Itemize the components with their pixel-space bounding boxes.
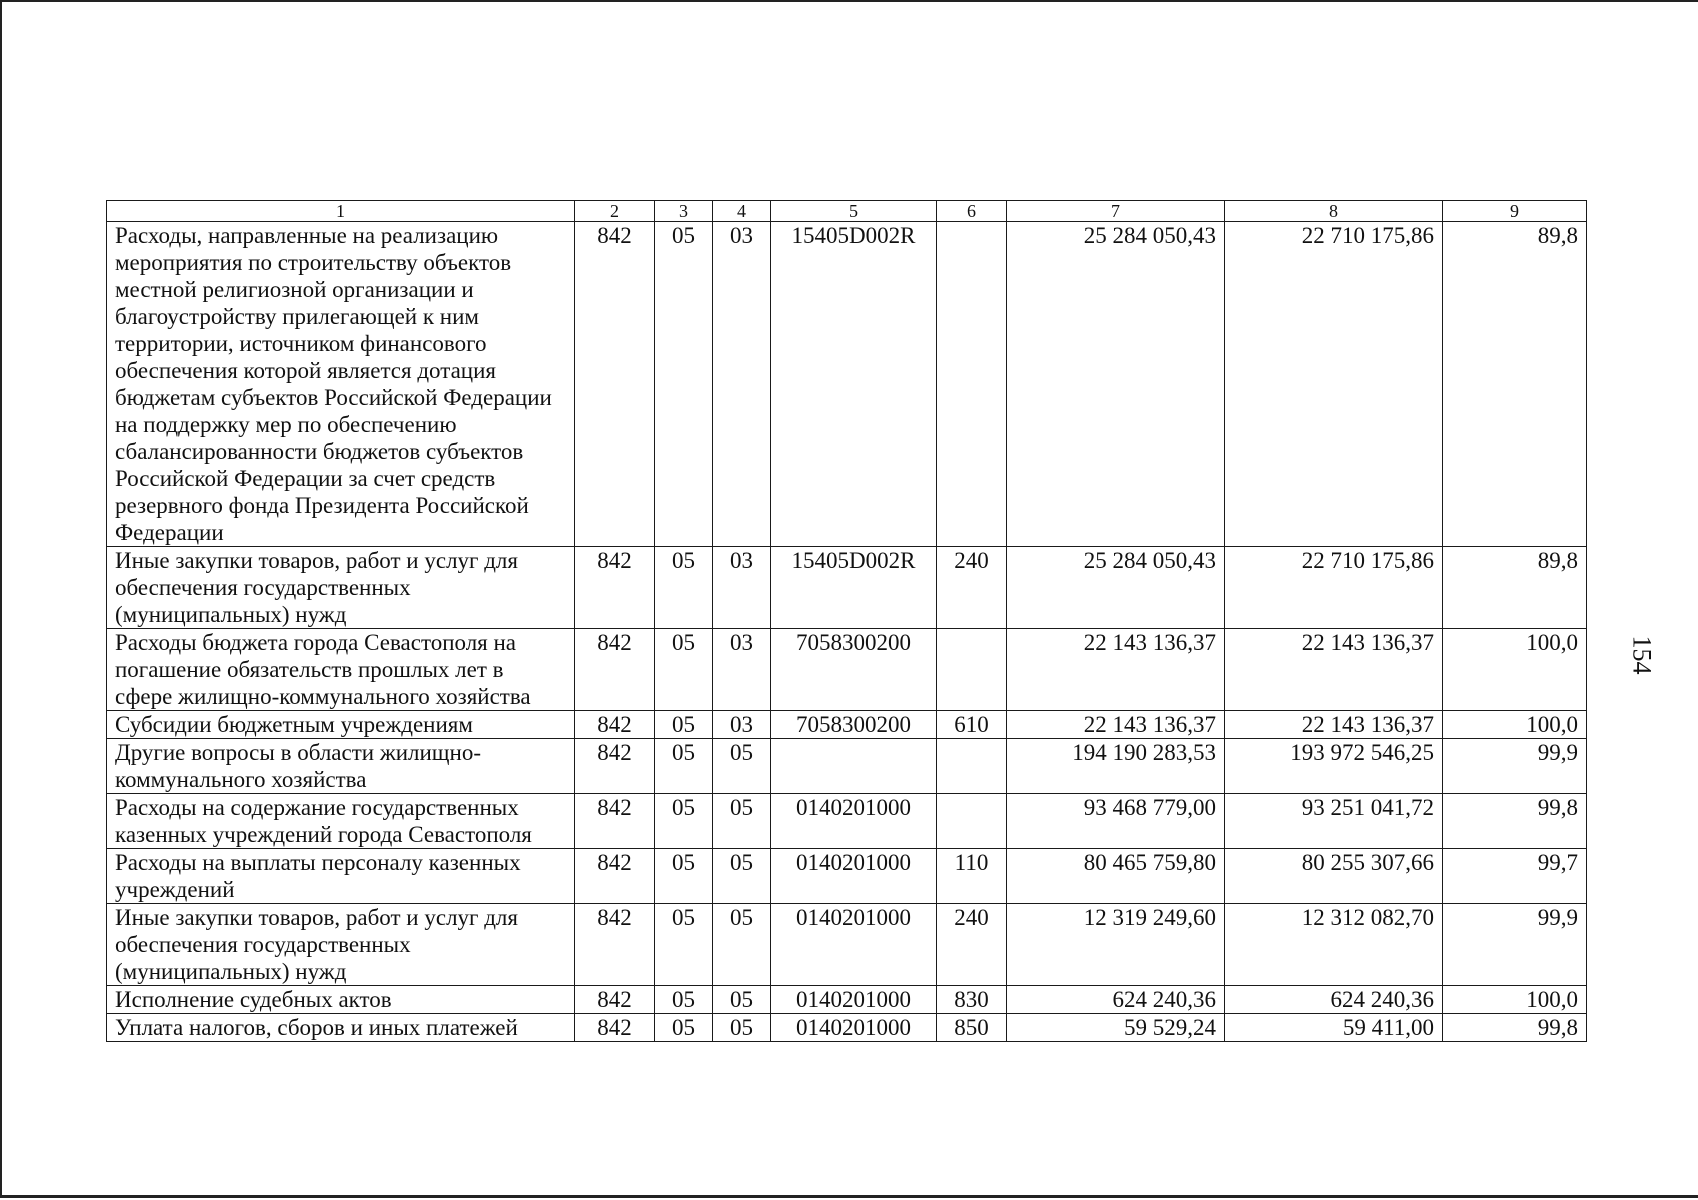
execution-percent: 100,0 [1443, 986, 1587, 1014]
planned-amount: 194 190 283,53 [1007, 739, 1225, 794]
planned-amount: 59 529,24 [1007, 1014, 1225, 1042]
execution-percent: 99,8 [1443, 794, 1587, 849]
executed-amount: 22 710 175,86 [1225, 222, 1443, 547]
expense-type-code: 240 [937, 904, 1007, 986]
target-article-code: 0140201000 [771, 1014, 937, 1042]
expense-type-code [937, 222, 1007, 547]
budget-execution-table [106, 200, 1587, 1042]
planned-amount: 25 284 050,43 [1007, 222, 1225, 547]
planned-amount: 80 465 759,80 [1007, 849, 1225, 904]
table-row [107, 986, 1587, 1014]
column-header: 4 [713, 201, 771, 222]
table-row [107, 794, 1587, 849]
column-header: 7 [1007, 201, 1225, 222]
admin-code: 842 [575, 222, 655, 547]
planned-amount: 25 284 050,43 [1007, 547, 1225, 629]
executed-amount: 80 255 307,66 [1225, 849, 1443, 904]
section-code: 05 [655, 849, 713, 904]
subsection-code: 05 [713, 794, 771, 849]
column-header: 1 [107, 201, 575, 222]
subsection-code: 05 [713, 986, 771, 1014]
section-code: 05 [655, 739, 713, 794]
expense-name: Субсидии бюджетным учреждениям [107, 711, 575, 739]
expense-type-code: 850 [937, 1014, 1007, 1042]
table-row [107, 904, 1587, 986]
section-code: 05 [655, 904, 713, 986]
expense-name: Иные закупки товаров, работ и услуг для обеспечения государственных (муниципальных) нужд [107, 904, 575, 986]
expense-name: Исполнение судебных актов [107, 986, 575, 1014]
section-code: 05 [655, 986, 713, 1014]
expense-name: Расходы, направленные на реализацию мероприятия по строительству объектов местной религиозной организации и благоустройству прилегающей к ним территории, источником финансового обеспечения которой является дотация бюджетам субъектов Российской Федерации на поддержку мер по обеспечению сбалансированности бюджетов субъектов Российской Федерации за счет средств резервного фонда Президента Российской Федерации [107, 222, 575, 547]
admin-code: 842 [575, 739, 655, 794]
target-article-code: 7058300200 [771, 629, 937, 711]
expense-type-code [937, 739, 1007, 794]
expense-type-code: 610 [937, 711, 1007, 739]
column-header: 5 [771, 201, 937, 222]
subsection-code: 03 [713, 711, 771, 739]
subsection-code: 05 [713, 849, 771, 904]
column-number-header-row [107, 201, 1587, 222]
expense-name: Уплата налогов, сборов и иных платежей [107, 1014, 575, 1042]
executed-amount: 22 143 136,37 [1225, 629, 1443, 711]
planned-amount: 22 143 136,37 [1007, 711, 1225, 739]
subsection-code: 05 [713, 1014, 771, 1042]
target-article-code: 7058300200 [771, 711, 937, 739]
page-number: 154 [1627, 635, 1657, 675]
table-row [107, 1014, 1587, 1042]
target-article-code: 0140201000 [771, 849, 937, 904]
executed-amount: 22 710 175,86 [1225, 547, 1443, 629]
expense-type-code [937, 794, 1007, 849]
expense-type-code [937, 629, 1007, 711]
subsection-code: 03 [713, 222, 771, 547]
planned-amount: 12 319 249,60 [1007, 904, 1225, 986]
executed-amount: 624 240,36 [1225, 986, 1443, 1014]
expense-name: Другие вопросы в области жилищно-коммунального хозяйства [107, 739, 575, 794]
admin-code: 842 [575, 711, 655, 739]
column-header: 9 [1443, 201, 1587, 222]
execution-percent: 100,0 [1443, 629, 1587, 711]
execution-percent: 100,0 [1443, 711, 1587, 739]
execution-percent: 99,9 [1443, 904, 1587, 986]
column-header: 3 [655, 201, 713, 222]
target-article-code: 0140201000 [771, 794, 937, 849]
subsection-code: 03 [713, 547, 771, 629]
target-article-code: 0140201000 [771, 904, 937, 986]
executed-amount: 12 312 082,70 [1225, 904, 1443, 986]
table-row [107, 547, 1587, 629]
execution-percent: 99,7 [1443, 849, 1587, 904]
admin-code: 842 [575, 986, 655, 1014]
expense-name: Расходы на содержание государственных казенных учреждений города Севастополя [107, 794, 575, 849]
execution-percent: 99,8 [1443, 1014, 1587, 1042]
executed-amount: 193 972 546,25 [1225, 739, 1443, 794]
subsection-code: 05 [713, 739, 771, 794]
execution-percent: 99,9 [1443, 739, 1587, 794]
target-article-code: 0140201000 [771, 986, 937, 1014]
target-article-code [771, 739, 937, 794]
planned-amount: 22 143 136,37 [1007, 629, 1225, 711]
executed-amount: 59 411,00 [1225, 1014, 1443, 1042]
executed-amount: 22 143 136,37 [1225, 711, 1443, 739]
admin-code: 842 [575, 547, 655, 629]
execution-percent: 89,8 [1443, 547, 1587, 629]
admin-code: 842 [575, 629, 655, 711]
planned-amount: 93 468 779,00 [1007, 794, 1225, 849]
expense-name: Иные закупки товаров, работ и услуг для обеспечения государственных (муниципальных) нужд [107, 547, 575, 629]
admin-code: 842 [575, 1014, 655, 1042]
table-row [107, 849, 1587, 904]
expense-type-code: 110 [937, 849, 1007, 904]
section-code: 05 [655, 711, 713, 739]
target-article-code: 15405D002R [771, 547, 937, 629]
admin-code: 842 [575, 904, 655, 986]
admin-code: 842 [575, 794, 655, 849]
table-row [107, 222, 1587, 547]
table-row [107, 629, 1587, 711]
section-code: 05 [655, 629, 713, 711]
section-code: 05 [655, 547, 713, 629]
expense-name: Расходы на выплаты персоналу казенных учреждений [107, 849, 575, 904]
executed-amount: 93 251 041,72 [1225, 794, 1443, 849]
section-code: 05 [655, 1014, 713, 1042]
expense-name: Расходы бюджета города Севастополя на погашение обязательств прошлых лет в сфере жилищно-коммунального хозяйства [107, 629, 575, 711]
expense-type-code: 830 [937, 986, 1007, 1014]
section-code: 05 [655, 222, 713, 547]
subsection-code: 03 [713, 629, 771, 711]
column-header: 2 [575, 201, 655, 222]
column-header: 8 [1225, 201, 1443, 222]
table-row [107, 739, 1587, 794]
execution-percent: 89,8 [1443, 222, 1587, 547]
admin-code: 842 [575, 849, 655, 904]
subsection-code: 05 [713, 904, 771, 986]
section-code: 05 [655, 794, 713, 849]
column-header: 6 [937, 201, 1007, 222]
table-row [107, 711, 1587, 739]
target-article-code: 15405D002R [771, 222, 937, 547]
expense-type-code: 240 [937, 547, 1007, 629]
planned-amount: 624 240,36 [1007, 986, 1225, 1014]
